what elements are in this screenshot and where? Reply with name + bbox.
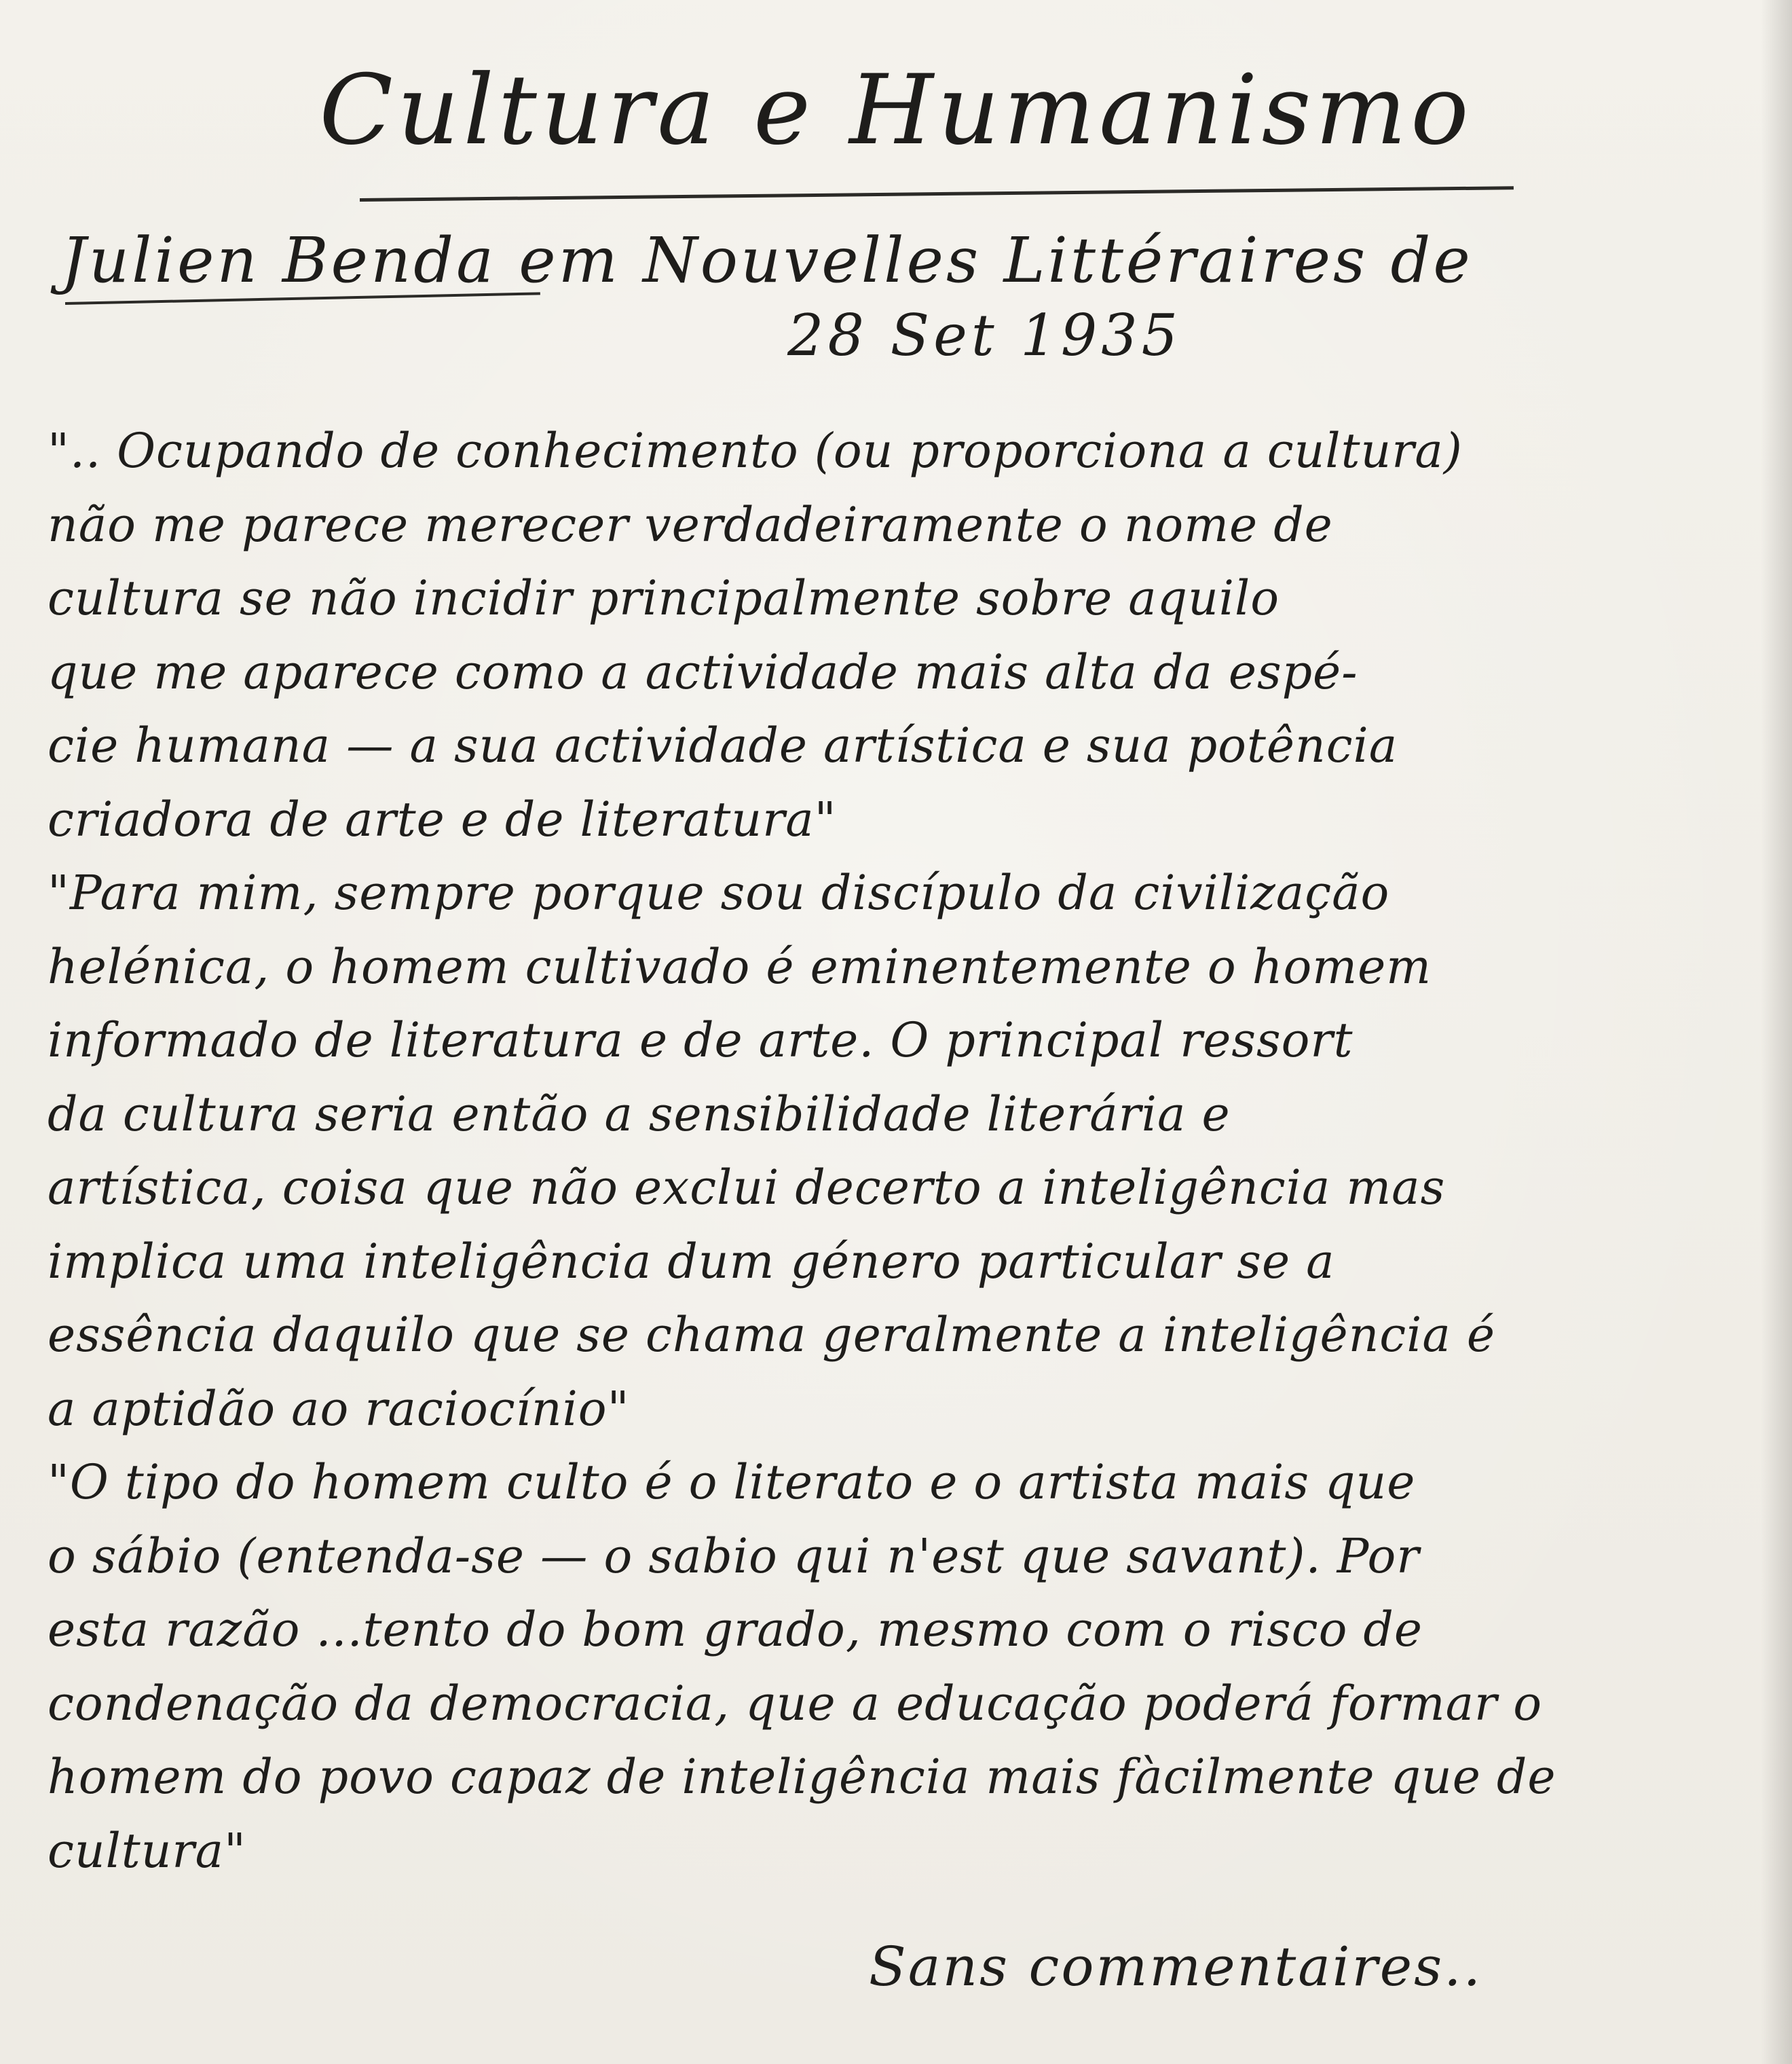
page-edge-shadow xyxy=(1761,0,1792,2064)
text-line: que me aparece como a actividade mais alta da espé- xyxy=(48,644,1358,700)
text-line: implica uma inteligência dum género particular se a xyxy=(48,1233,1335,1289)
text-line: "Para mim, sempre porque sou discípulo da civilização xyxy=(48,865,1390,921)
text-line: da cultura seria então a sensibilidade literária e xyxy=(48,1086,1231,1142)
text-line: artística, coisa que não exclui decerto a inteligência mas xyxy=(48,1160,1446,1215)
text-line: cultura" xyxy=(48,1822,246,1879)
text-line: a aptidão ao raciocínio" xyxy=(48,1380,630,1437)
quoted-text xyxy=(48,414,1758,1887)
closing-remark: Sans commentaires.. xyxy=(869,1935,1482,1998)
title-underline xyxy=(360,186,1514,202)
text-line: "O tipo do homem culto é o literato e o artista mais que xyxy=(48,1454,1416,1510)
text-line: homem do povo capaz de inteligência mais fàcilmente que de xyxy=(48,1749,1556,1805)
text-line: o sábio (entenda-se — o sabio qui n'est que savant). Por xyxy=(48,1528,1420,1584)
text-line: essência daquilo que se chama geralmente a inteligência é xyxy=(48,1307,1495,1363)
text-line: cie humana — a sua actividade artística e sua potência xyxy=(48,718,1398,773)
citation-date: 28 Set 1935 xyxy=(787,302,1182,369)
text-line: não me parece merecer verdadeiramente o nome de xyxy=(48,496,1333,553)
text-line: cultura se não incidir principalmente sobre aquilo xyxy=(48,570,1280,626)
text-line: criadora de arte e de literatura" xyxy=(48,791,837,847)
text-line: condenação da democracia, que a educação poderá formar o xyxy=(48,1675,1543,1731)
text-line: helénica, o homem cultivado é eminentemente o homem xyxy=(48,938,1432,995)
text-line: ".. Ocupando de conhecimento (ou proporciona a cultura) xyxy=(48,423,1463,479)
text-line: esta razão ...tento do bom grado, mesmo com o risco de xyxy=(48,1602,1423,1657)
text-line: informado de literatura e de arte. O principal ressort xyxy=(48,1012,1354,1068)
source-citation: Julien Benda em Nouvelles Littéraires de xyxy=(61,224,1473,297)
page-title: Cultura e Humanismo xyxy=(319,54,1473,166)
